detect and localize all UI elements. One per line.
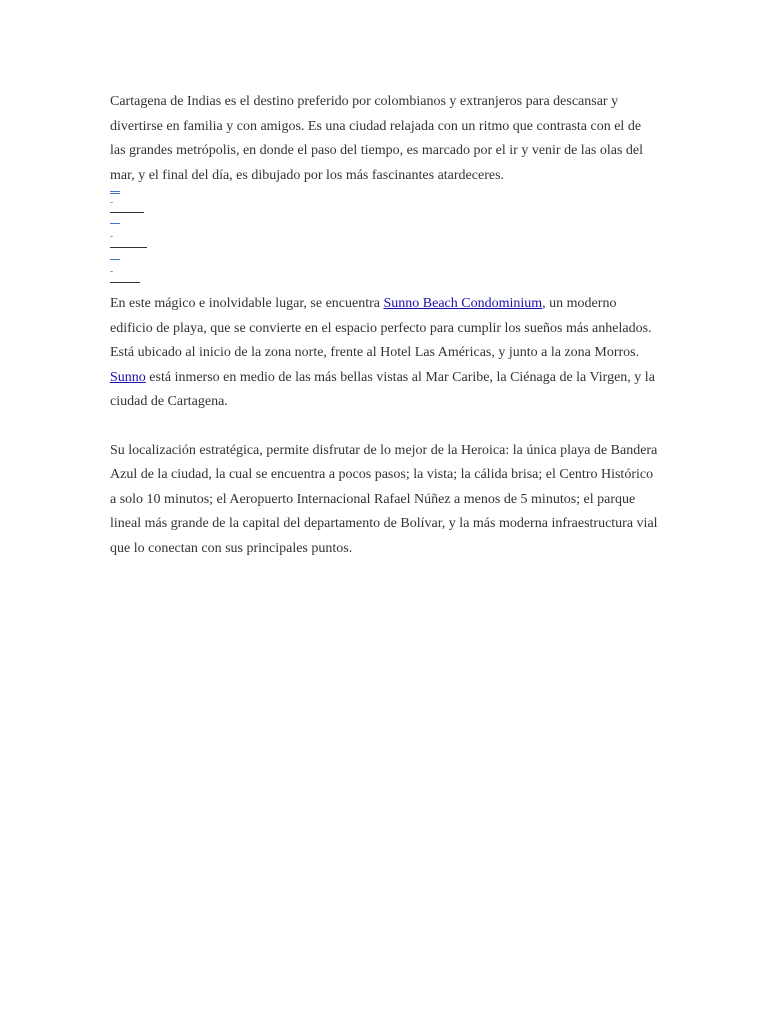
artifact-rule — [110, 282, 140, 283]
sunno-beach-condominium-link[interactable]: Sunno Beach Condominium — [383, 296, 543, 311]
artifact-blue-dash — [110, 259, 120, 260]
artifact-blue-dash — [110, 223, 120, 224]
artifact-dot — [110, 202, 113, 203]
paragraph-strategic-location: Su localización estratégica, permite disfrutar de lo mejor de la Heroica: la única playa de Bandera Azul de la ciudad, la cual se encuentra a pocos pasos; la vista; la cálida brisa; el Centro Histórico a solo 10 minutos; el Aeropuerto Internacional Rafael Núñez a menos de 5 minutos; el parque lineal más grande de la capital del departamento de Bolívar, y la más moderna infraestructura vial que lo conectan con sus principales puntos. — [110, 442, 658, 556]
paragraph-intro: Cartagena de Indias es el destino preferido por colombianos y extranjeros para descansar y divertirse en familia y con amigos. Es una ciudad relajada con un ritmo que contrasta con el de las grandes metrópolis, en donde el paso del tiempo, es marcado por el ir y venir de las olas del mar, y el final del día, es dibujado por los más fascinantes atardeceres. — [110, 94, 644, 183]
artifact-dot — [110, 271, 113, 272]
artifact-rule — [110, 212, 144, 213]
sunno-link[interactable]: Sunno — [110, 369, 146, 385]
document-body — [110, 90, 658, 561]
embedded-object-artifacts — [110, 190, 658, 288]
paragraph-text: , un moderno edificio de playa, que se convierte en el espacio perfecto para cumplir los sueños más anhelados. Está ubicado al inicio de la zona norte, frente al Hotel Las Américas, y junto a la zona Morros. — [110, 296, 652, 360]
artifact-blue-dash — [110, 193, 120, 194]
artifact-blue-dash — [110, 191, 120, 192]
paragraph-text: está inmerso en medio de las más bellas vistas al Mar Caribe, la Ciénaga de la Virgen, y la ciudad de Cartagena. — [110, 369, 655, 409]
paragraph-location — [110, 292, 658, 415]
artifact-dot — [110, 236, 113, 237]
artifact-rule — [110, 247, 147, 248]
paragraph-text: En este mágico e inolvidable lugar, se encuentra — [110, 296, 384, 311]
